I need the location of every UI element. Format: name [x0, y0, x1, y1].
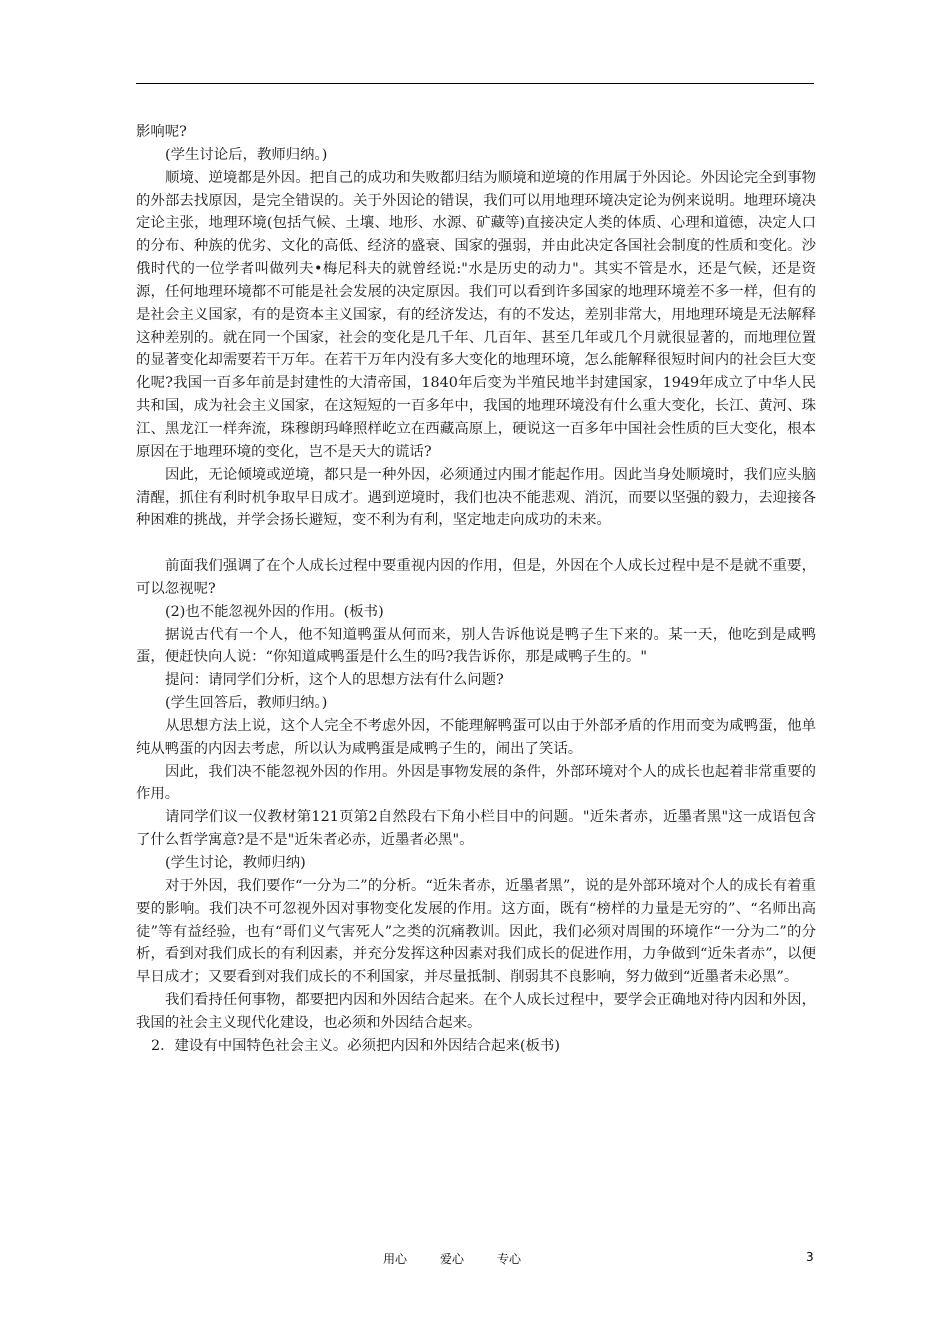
footer-motto-word: 爱心: [440, 1252, 465, 1266]
paragraph: 影响呢?: [136, 124, 187, 140]
paragraph: (学生讨论，教师归纳): [165, 855, 306, 871]
page-footer: [0, 1250, 950, 1270]
header-rule: [136, 83, 814, 84]
paragraph: 因此，无论倾境或逆境，都只是一种外因，必须通过内围才能起作用。因此当身处顺境时，我们应头脑清醒，抓住有利时机争取早日成才。遇到逆境时，我们也决不能悲观、消沉，而要以坚强的毅力，去迎接各种困难的挑战，并学会扬长避短，变不利为有利，坚定地走向成功的未来。: [136, 466, 816, 529]
paragraph: 前面我们强调了在个人成长过程中要重视内因的作用，但是，外因在个人成长过程中是不是就不重要，可以忽视呢?: [136, 558, 816, 597]
paragraph: 顺境、逆境都是外因。把自己的成功和失败都归结为顺境和逆境的作用属于外因论。外因论完全到事物的外部去找原因，是完全错误的。关于外因论的错误，我们可以用地理环境决定论为例来说明。地理环境决定论主张，地理环境(包括气候、土壤、地形、水源、矿藏等)直接决定人类的体质、心理和道德，决定人口的分布、种族的优劣、文化的高低、经济的盛衰、国家的强弱，并由此决定各国社会制度的性质和变化。沙俄时代的一位学者叫做列夫•梅尼科夫的就曾经说:"水是历史的动力"。其实不管是水，还是气候，还是资源，任何地理环境都不可能是社会发展的决定原因。我们可以看到许多国家的地理环境差不多一样，但有的是社会主义国家，有的是资本主义国家，有的经济发达，有的不发达，差别非常大，用地理环境是无法解释这种差别的。就在同一个国家，社会的变化是几千年、几百年、甚至几年或几个月就很显著的，而地理位置的显著变化却需要若干万年。在若干万年内没有多大变化的地理环境，怎么能解释很短时间内的社会巨大变化呢?我国一百多年前是封建性的大清帝国，1840年后变为半殖民地半封建国家，1949年成立了中华人民共和国，成为社会主义国家，在这短短的一百多年中，我国的地理环境没有什么重大变化，长江、黄河、珠江、黑龙江一样奔流，珠穆朗玛峰照样屹立在西藏高原上，硬说这一百多年中国社会性质的巨大变化，根本原因在于地理环境的变化，岂不是天大的谎话?: [136, 169, 816, 460]
paragraph: 2．建设有中国特色社会主义。必须把内因和外因结合起来(板书): [151, 1037, 560, 1054]
footer-motto: [383, 1250, 554, 1267]
paragraph: 因此，我们决不能忽视外因的作用。外因是事物发展的条件，外部环境对个人的成长也起着非常重要的作用。: [136, 763, 816, 803]
paragraph: (学生回答后，教师归纳。): [165, 695, 328, 712]
page-number: 3: [806, 1250, 814, 1264]
paragraph: 据说古代有一个人，他不知道鸭蛋从何而来，别人告诉他说是鸭子生下来的。某一天，他吃到是咸鸭蛋，便赶快向人说：“你知道咸鸭蛋是什么生的吗?我告诉你，那是咸鸭子生的。": [136, 626, 816, 666]
paragraph: 我们看持任何事物，都要把内因和外因结合起来。在个人成长过程中，要学会正确地对待内因和外因，我国的社会主义现代化建设，也必须和外因结合起来。: [136, 992, 816, 1031]
paragraph: 对于外因，我们要作“一分为二”的分析。“近朱者赤，近墨者黑”，说的是外部环境对个人的成长有着重要的影响。我们决不可忽视外因对事物变化发展的作用。这方面，既有“榜样的力量是无穷的”、“名师出高徒”等有益经验，也有“哥们义气害死人”之类的沉痛教训。因此，我们必须对周围的环境作“一分为二”的分析，看到对我们成长的有利因素，并充分发挥这种因素对我们成长的促进作用，力争做到“近朱者赤”，以便早日成才；又要看到对我们成长的不利国家，并尽量抵制、削弱其不良影响，努力做到“近墨者未必黑”。: [136, 877, 816, 986]
paragraph: (2)也不能忽视外因的作用。(板书): [165, 603, 384, 620]
footer-motto-word: 专心: [497, 1252, 522, 1266]
paragraph: (学生讨论后，教师归纳。): [165, 146, 328, 163]
footer-motto-word: 用心: [383, 1252, 408, 1266]
blank-line: [136, 532, 816, 555]
paragraph: 提问：请同学们分析，这个人的思想方法有什么问题?: [165, 672, 504, 689]
document-body: [136, 121, 816, 1058]
paragraph: 从思想方法上说，这个人完全不考虑外因，不能理解鸭蛋可以由于外部矛盾的作用而变为咸鸭蛋，他单纯从鸭蛋的内因去考虑，所以认为咸鸭蛋是咸鸭子生的，闹出了笑话。: [136, 717, 816, 757]
paragraph: 请同学们议一仪教材第121页第2自然段右下角小栏目中的问题。"近朱者赤，近墨者黑"这一成语包含了什么哲学寓意?是不是"近朱者必赤，近墨者必黑"。: [136, 809, 816, 849]
